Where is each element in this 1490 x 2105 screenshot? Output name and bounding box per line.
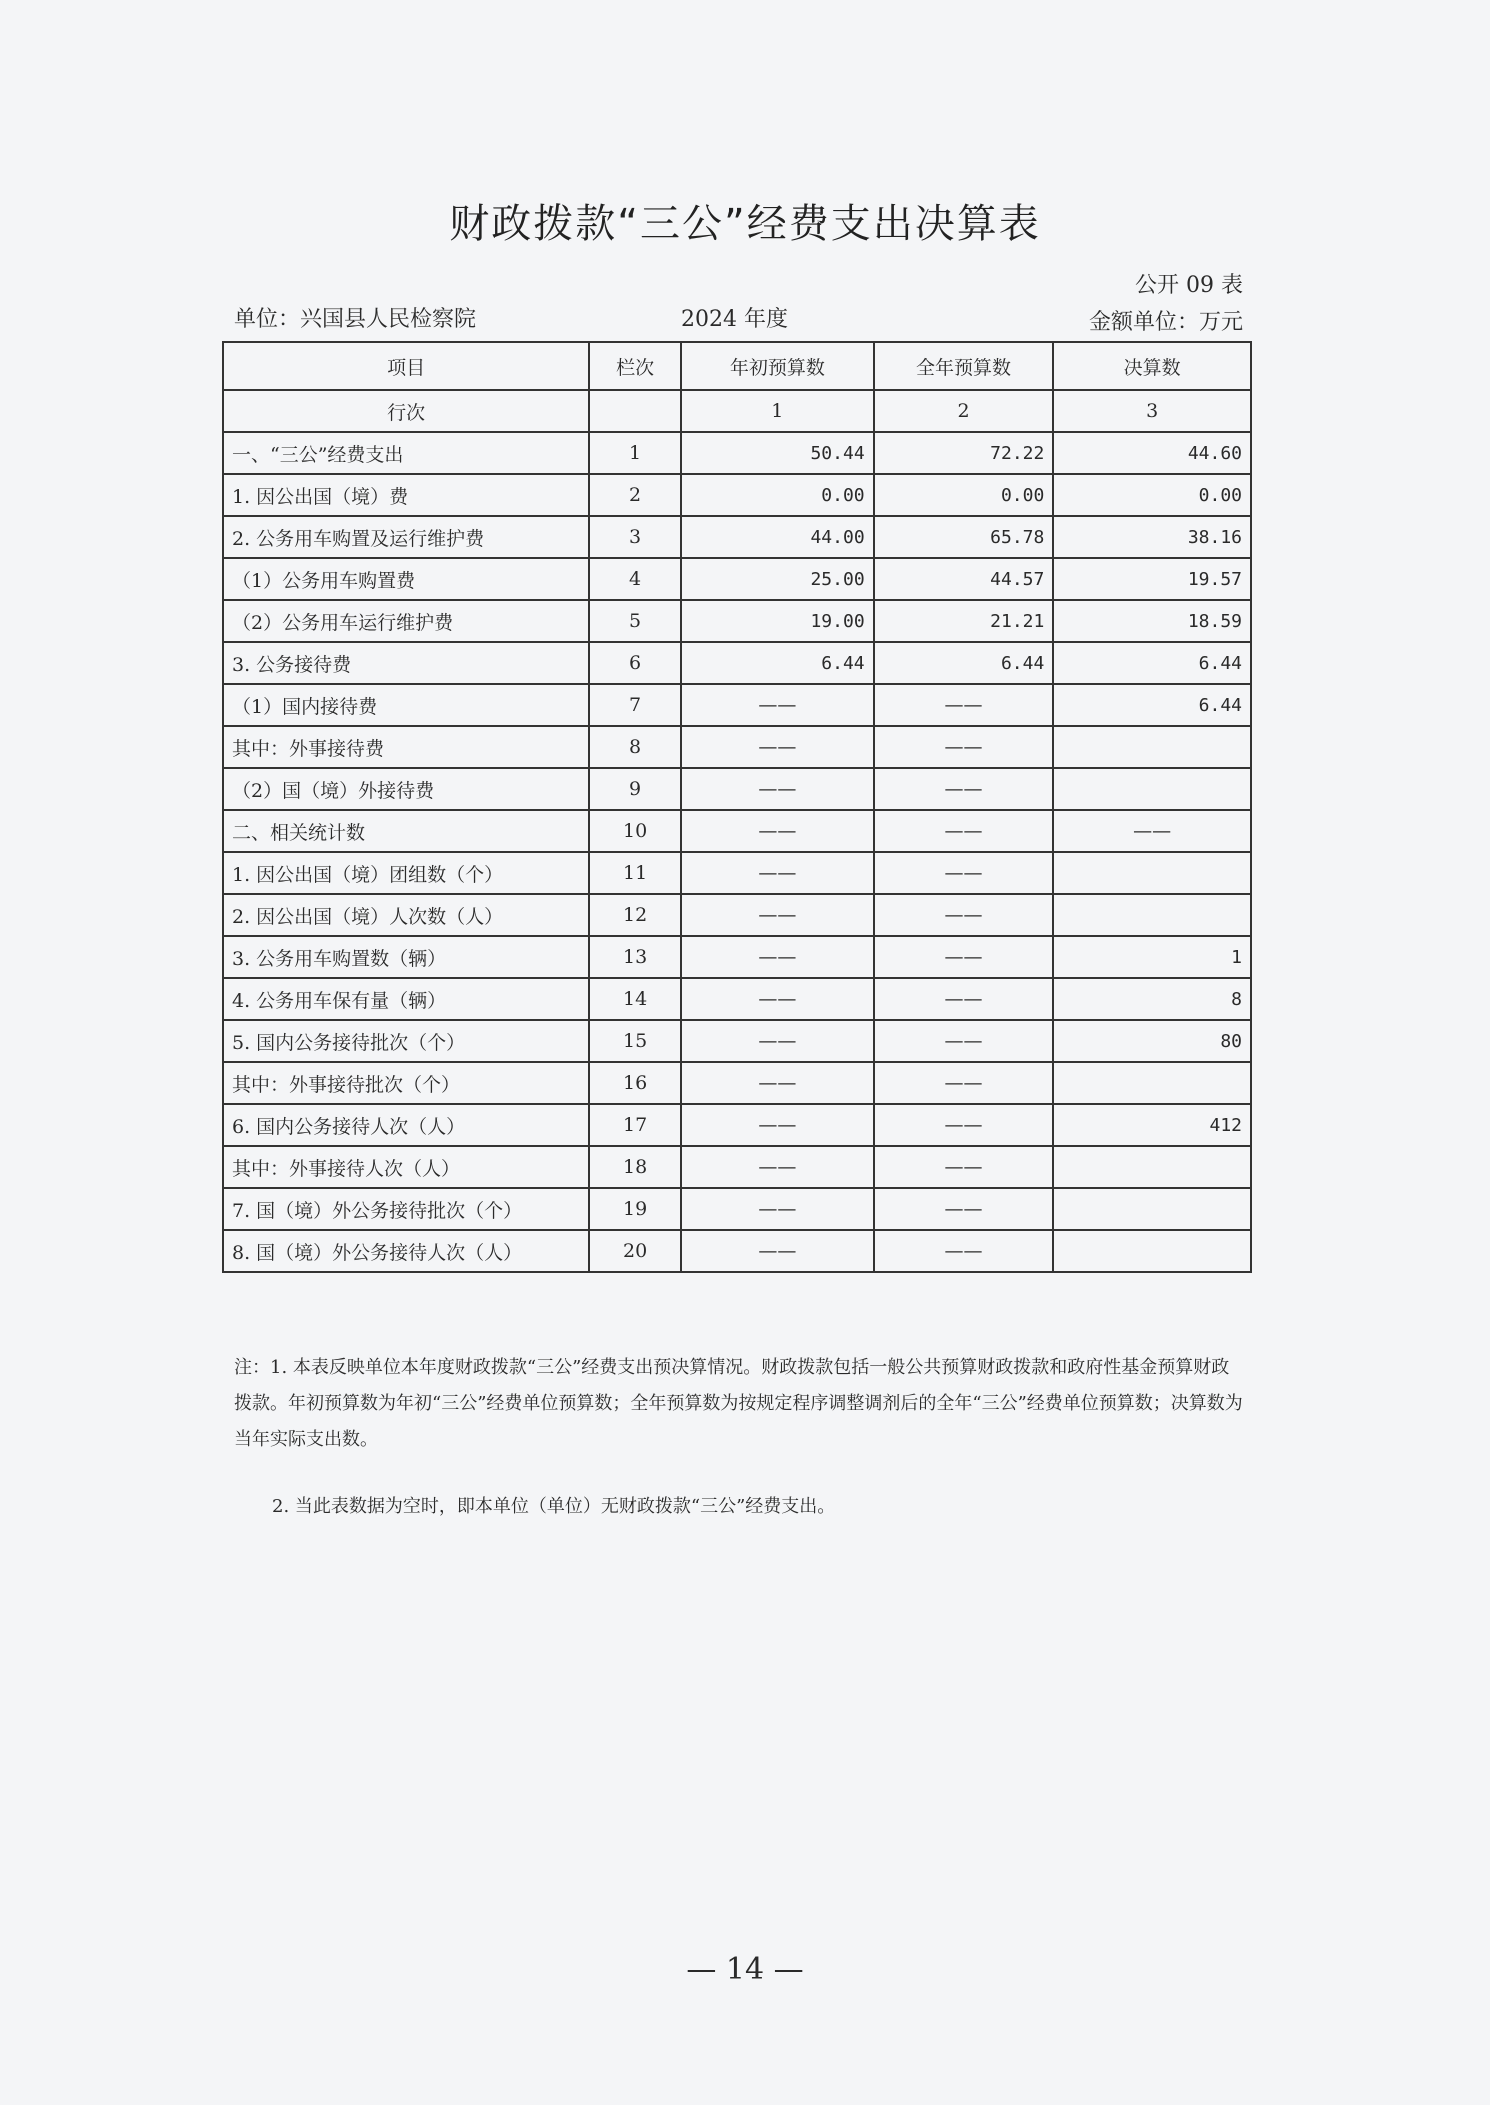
full-year-budget-value: ——: [874, 852, 1054, 894]
initial-budget-value: ——: [681, 936, 874, 978]
full-year-budget-value: ——: [874, 1020, 1054, 1062]
table-row: [223, 810, 1251, 852]
row-item-label: 1. 因公出国（境）团组数（个）: [223, 852, 589, 894]
table-row: [223, 726, 1251, 768]
row-column-no: 6: [589, 642, 681, 684]
row-column-no: 11: [589, 852, 681, 894]
full-year-budget-value: ——: [874, 1230, 1054, 1272]
initial-budget-value: ——: [681, 852, 874, 894]
note-2: 2. 当此表数据为空时，即本单位（单位）无财政拨款“三公”经费支出。: [272, 1496, 836, 1517]
table-row: [223, 978, 1251, 1020]
row-column-no: 2: [589, 474, 681, 516]
row-column-no: 20: [589, 1230, 681, 1272]
table-row: [223, 558, 1251, 600]
header-item: 项目: [223, 342, 589, 390]
row-item-label: 3. 公务接待费: [223, 642, 589, 684]
row-column-no: 15: [589, 1020, 681, 1062]
form-number: 公开 09 表: [1135, 273, 1243, 298]
row-item-label: 2. 公务用车购置及运行维护费: [223, 516, 589, 558]
row-item-label: 其中：外事接待人次（人）: [223, 1146, 589, 1188]
final-account-value: 44.60: [1053, 432, 1251, 474]
table-index-row: [223, 390, 1251, 432]
final-account-value: [1053, 852, 1251, 894]
header-full-year-budget: 全年预算数: [874, 342, 1054, 390]
full-year-budget-value: ——: [874, 726, 1054, 768]
expenditure-table: [222, 341, 1252, 1273]
initial-budget-value: ——: [681, 768, 874, 810]
initial-budget-value: ——: [681, 726, 874, 768]
header-final-account: 决算数: [1053, 342, 1251, 390]
initial-budget-value: ——: [681, 1146, 874, 1188]
row-item-label: 6. 国内公务接待人次（人）: [223, 1104, 589, 1146]
table-row: [223, 1062, 1251, 1104]
final-account-value: 6.44: [1053, 642, 1251, 684]
page-number: — 14 —: [686, 1952, 804, 1987]
index-1: 1: [681, 390, 874, 432]
row-column-no: 3: [589, 516, 681, 558]
row-column-no: 4: [589, 558, 681, 600]
fiscal-year: 2024 年度: [681, 307, 788, 332]
index-2: 2: [874, 390, 1054, 432]
full-year-budget-value: 44.57: [874, 558, 1054, 600]
table-row: [223, 936, 1251, 978]
full-year-budget-value: ——: [874, 768, 1054, 810]
row-item-label: （2）公务用车运行维护费: [223, 600, 589, 642]
initial-budget-value: ——: [681, 1188, 874, 1230]
initial-budget-value: 50.44: [681, 432, 874, 474]
table-row: [223, 432, 1251, 474]
header-column-no: 栏次: [589, 342, 681, 390]
table-row: [223, 1188, 1251, 1230]
final-account-value: [1053, 726, 1251, 768]
full-year-budget-value: ——: [874, 810, 1054, 852]
row-item-label: 7. 国（境）外公务接待批次（个）: [223, 1188, 589, 1230]
final-account-value: 18.59: [1053, 600, 1251, 642]
row-item-label: 一、“三公”经费支出: [223, 432, 589, 474]
row-column-no: 19: [589, 1188, 681, 1230]
final-account-value: 38.16: [1053, 516, 1251, 558]
table-row: [223, 768, 1251, 810]
row-column-no: 8: [589, 726, 681, 768]
full-year-budget-value: ——: [874, 894, 1054, 936]
row-item-label: 二、相关统计数: [223, 810, 589, 852]
full-year-budget-value: ——: [874, 1104, 1054, 1146]
final-account-value: [1053, 894, 1251, 936]
final-account-value: [1053, 768, 1251, 810]
initial-budget-value: ——: [681, 1104, 874, 1146]
full-year-budget-value: ——: [874, 978, 1054, 1020]
row-item-label: 4. 公务用车保有量（辆）: [223, 978, 589, 1020]
row-column-no: 10: [589, 810, 681, 852]
table-row: [223, 684, 1251, 726]
final-account-value: 80: [1053, 1020, 1251, 1062]
row-item-label: 其中：外事接待批次（个）: [223, 1062, 589, 1104]
row-item-label: （1）国内接待费: [223, 684, 589, 726]
table-row: [223, 516, 1251, 558]
final-account-value: ——: [1053, 810, 1251, 852]
full-year-budget-value: 21.21: [874, 600, 1054, 642]
row-column-no: 18: [589, 1146, 681, 1188]
page-title: 财政拨款“三公”经费支出决算表: [449, 201, 1041, 247]
full-year-budget-value: ——: [874, 1062, 1054, 1104]
table-row: [223, 600, 1251, 642]
row-item-label: 1. 因公出国（境）费: [223, 474, 589, 516]
initial-budget-value: ——: [681, 1230, 874, 1272]
row-column-no: 9: [589, 768, 681, 810]
row-column-no: 14: [589, 978, 681, 1020]
table-row: [223, 474, 1251, 516]
table-row: [223, 642, 1251, 684]
index-blank: [589, 390, 681, 432]
note-1: 注：1. 本表反映单位本年度财政拨款“三公”经费支出预决算情况。财政拨款包括一般公共预算财政拨款和政府性基金预算财政拨款。年初预算数为年初“三公”经费单位预算数；全年预算数为按规定程序调整调剂后的全年“三公”经费单位预算数；决算数为当年实际支出数。: [234, 1357, 1243, 1450]
row-column-no: 17: [589, 1104, 681, 1146]
amount-unit: 金额单位：万元: [1088, 310, 1243, 335]
final-account-value: 1: [1053, 936, 1251, 978]
initial-budget-value: 0.00: [681, 474, 874, 516]
initial-budget-value: ——: [681, 684, 874, 726]
row-column-no: 7: [589, 684, 681, 726]
table-row: [223, 1146, 1251, 1188]
index-3: 3: [1053, 390, 1251, 432]
final-account-value: [1053, 1188, 1251, 1230]
initial-budget-value: ——: [681, 810, 874, 852]
initial-budget-value: ——: [681, 978, 874, 1020]
final-account-value: 8: [1053, 978, 1251, 1020]
unit-label: 单位：兴国县人民检察院: [234, 307, 477, 332]
table-row: [223, 894, 1251, 936]
row-column-no: 5: [589, 600, 681, 642]
full-year-budget-value: ——: [874, 1188, 1054, 1230]
row-item-label: 8. 国（境）外公务接待人次（人）: [223, 1230, 589, 1272]
table-row: [223, 1020, 1251, 1062]
initial-budget-value: ——: [681, 1062, 874, 1104]
final-account-value: [1053, 1230, 1251, 1272]
final-account-value: [1053, 1062, 1251, 1104]
full-year-budget-value: 72.22: [874, 432, 1054, 474]
row-column-no: 16: [589, 1062, 681, 1104]
table-row: [223, 1230, 1251, 1272]
table-header-row: [223, 342, 1251, 390]
header-initial-budget: 年初预算数: [681, 342, 874, 390]
row-column-no: 12: [589, 894, 681, 936]
row-item-label: 3. 公务用车购置数（辆）: [223, 936, 589, 978]
initial-budget-value: 44.00: [681, 516, 874, 558]
initial-budget-value: 19.00: [681, 600, 874, 642]
row-item-label: 5. 国内公务接待批次（个）: [223, 1020, 589, 1062]
final-account-value: 412: [1053, 1104, 1251, 1146]
initial-budget-value: 6.44: [681, 642, 874, 684]
table-row: [223, 1104, 1251, 1146]
final-account-value: 19.57: [1053, 558, 1251, 600]
row-item-label: （2）国（境）外接待费: [223, 768, 589, 810]
full-year-budget-value: ——: [874, 1146, 1054, 1188]
row-item-label: （1）公务用车购置费: [223, 558, 589, 600]
full-year-budget-value: 0.00: [874, 474, 1054, 516]
final-account-value: 0.00: [1053, 474, 1251, 516]
row-item-label: 其中：外事接待费: [223, 726, 589, 768]
row-item-label: 2. 因公出国（境）人次数（人）: [223, 894, 589, 936]
final-account-value: [1053, 1146, 1251, 1188]
table-row: [223, 852, 1251, 894]
index-label: 行次: [223, 390, 589, 432]
row-column-no: 13: [589, 936, 681, 978]
initial-budget-value: ——: [681, 894, 874, 936]
full-year-budget-value: 6.44: [874, 642, 1054, 684]
row-column-no: 1: [589, 432, 681, 474]
full-year-budget-value: 65.78: [874, 516, 1054, 558]
full-year-budget-value: ——: [874, 936, 1054, 978]
initial-budget-value: ——: [681, 1020, 874, 1062]
initial-budget-value: 25.00: [681, 558, 874, 600]
final-account-value: 6.44: [1053, 684, 1251, 726]
full-year-budget-value: ——: [874, 684, 1054, 726]
